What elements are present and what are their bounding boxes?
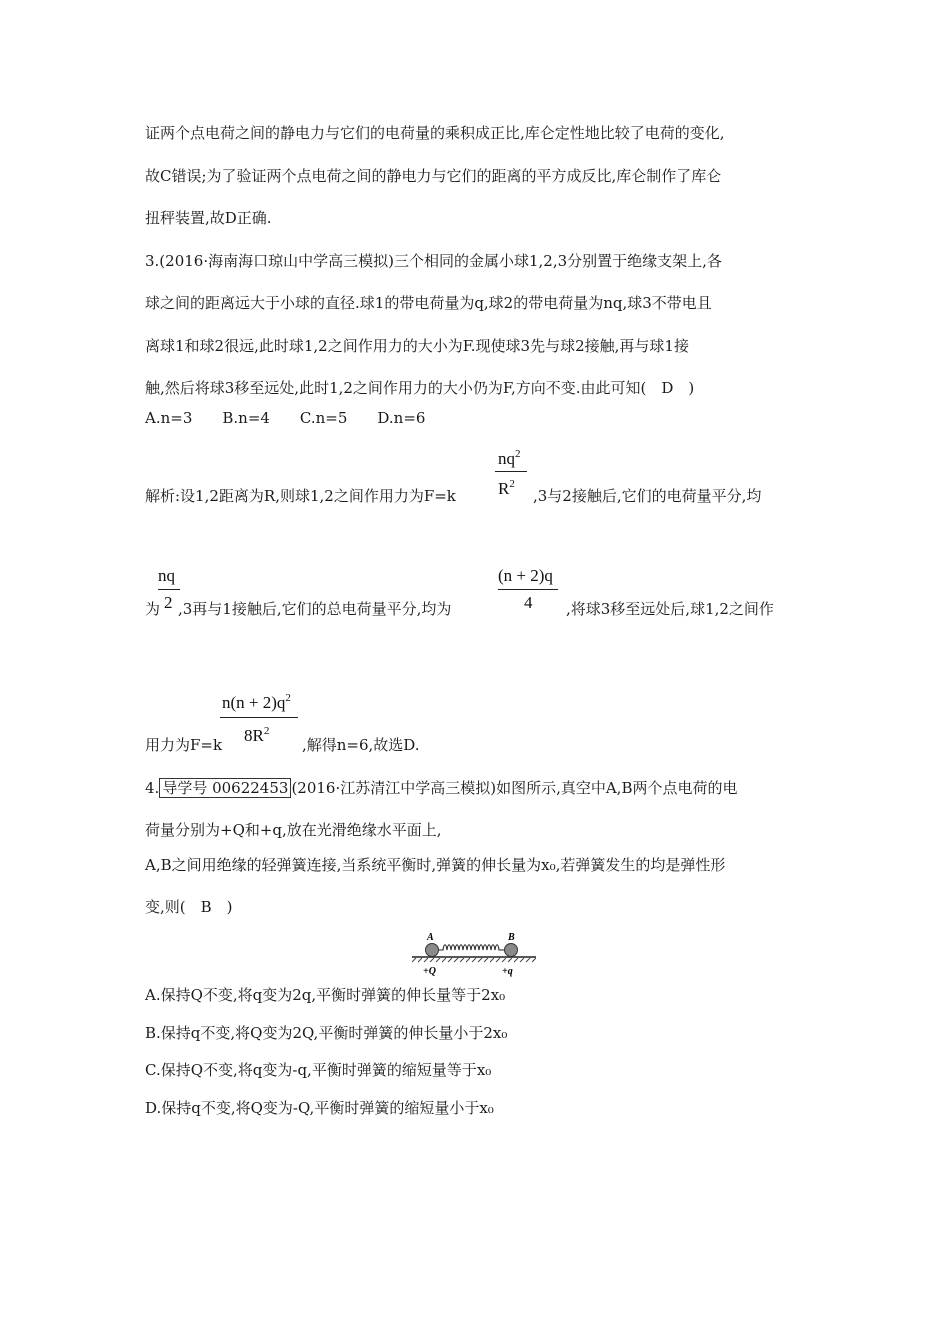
fraction-exponent: 2 — [515, 448, 521, 460]
fraction-exponent: 2 — [263, 725, 270, 737]
fraction-bar — [158, 589, 180, 590]
charge-a-ball — [426, 944, 439, 957]
question-4-line — [145, 778, 737, 798]
text-line: 证两个点电荷之间的静电力与它们的电荷量的乘积成正比,库仑定性地比较了电荷的变化, — [145, 124, 725, 142]
question-3-options: A.n=3 B.n=4 C.n=5 D.n=6 — [145, 409, 426, 427]
fraction-numerator: n(n + 2)q — [222, 693, 286, 712]
solution-line: 为 — [145, 600, 161, 618]
fraction-bar — [220, 717, 298, 718]
option-d: D.保持q不变,将Q变为-Q,平衡时弹簧的缩短量小于x₀ — [145, 1099, 494, 1117]
option-a: A.保持Q不变,将q变为2q,平衡时弹簧的伸长量等于2x₀ — [145, 986, 506, 1004]
fraction-numerator: (n + 2)q — [498, 566, 553, 585]
guide-number-box: 导学号 00622453 — [159, 778, 291, 798]
fraction-denominator: 2 — [164, 593, 173, 612]
question-4-line: A,B之间用绝缘的轻弹簧连接,当系统平衡时,弹簧的伸长量为x₀,若弹簧发生的均是弹性形 — [145, 856, 726, 874]
option-b: B.保持q不变,将Q变为2Q,平衡时弹簧的伸长量小于2x₀ — [145, 1024, 508, 1042]
fraction-n2q-over-4 — [498, 562, 564, 622]
fraction-bar — [498, 589, 558, 590]
fraction-nq2-over-r2 — [495, 444, 531, 506]
fraction-numerator: nq — [498, 449, 515, 468]
spring — [439, 945, 505, 950]
question-3-line: 球之间的距离远大于小球的直径.球1的带电荷量为q,球2的带电荷量为nq,球3不带电且 — [145, 294, 712, 312]
fraction-n-n2-q2-over-8r2 — [220, 688, 302, 754]
question-3-line: 离球1和球2很远,此时球1,2之间作用力的大小为F.现使球3先与球2接触,再与球1接 — [145, 337, 689, 355]
fraction-denominator: 4 — [524, 593, 533, 612]
text-line: 扭秤装置,故D正确. — [145, 209, 272, 227]
label-a: A — [427, 932, 434, 943]
fraction-exponent: 2 — [509, 478, 515, 490]
fraction-numerator: nq — [158, 566, 175, 585]
question-text: (2016·江苏清江中学高三模拟)如图所示,真空中A,B两个点电荷的电 — [291, 779, 738, 797]
text-line: 故C错误;为了验证两个点电荷之间的静电力与它们的距离的平方成反比,库仑制作了库仑 — [145, 167, 722, 185]
fraction-bar — [495, 471, 527, 472]
solution-line: ,3再与1接触后,它们的总电荷量平分,均为 — [178, 600, 452, 618]
question-3-line: 3.(2016·海南海口琼山中学高三模拟)三个相同的金属小球1,2,3分别置于绝缘支架上,各 — [145, 252, 722, 270]
label-charge-q-big: +Q — [423, 966, 436, 977]
solution-line: 用力为F=k — [145, 736, 223, 754]
ground-hatching — [412, 958, 536, 962]
question-3-line: 触,然后将球3移至远处,此时1,2之间作用力的大小仍为F,方向不变.由此可知( D ) — [145, 379, 695, 397]
spring-charges-figure — [412, 928, 536, 978]
fraction-denominator: 8R — [244, 726, 264, 745]
question-number: 4. — [145, 779, 160, 797]
fraction-denominator: R — [498, 479, 510, 498]
solution-line: 解析:设1,2距离为R,则球1,2之间作用力为F=k — [145, 487, 456, 505]
label-b: B — [508, 932, 515, 943]
label-charge-q-small: +q — [502, 966, 513, 977]
charge-b-ball — [505, 944, 518, 957]
solution-line: ,3与2接触后,它们的电荷量平分,均 — [533, 487, 762, 505]
option-c: C.保持Q不变,将q变为-q,平衡时弹簧的缩短量等于x₀ — [145, 1061, 492, 1079]
solution-line: ,解得n=6,故选D. — [302, 736, 420, 754]
solution-line: ,将球3移至远处后,球1,2之间作 — [566, 600, 774, 618]
question-4-line: 变,则( B ) — [145, 898, 233, 916]
fraction-exponent: 2 — [285, 692, 291, 704]
question-4-line: 荷量分别为+Q和+q,放在光滑绝缘水平面上, — [145, 821, 442, 839]
